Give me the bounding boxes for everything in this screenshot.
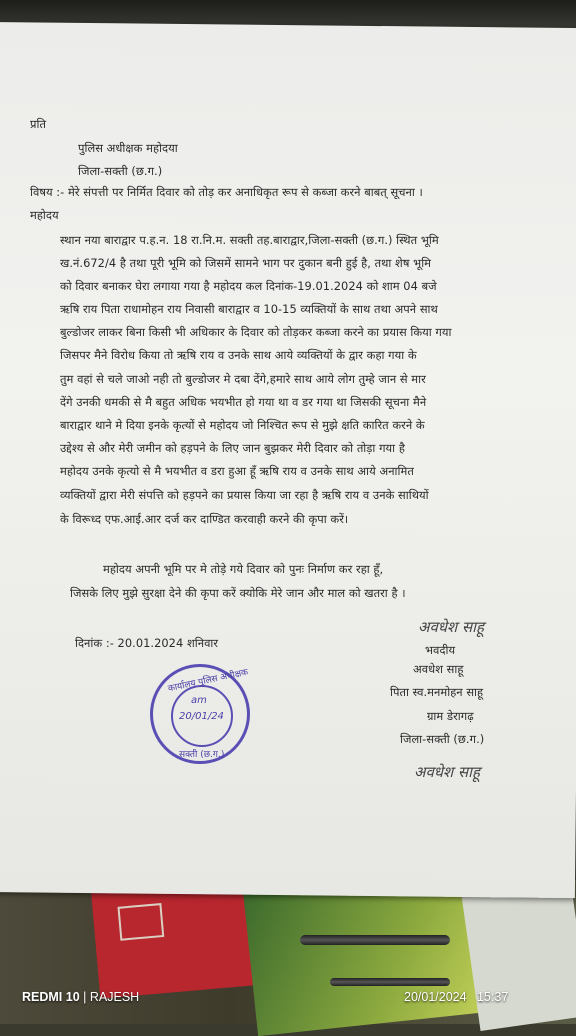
watermark-time: 15:37 <box>476 990 509 1004</box>
earphone-cable-2 <box>330 978 450 986</box>
subject-line: विषय :- मेरे संपत्ती पर निर्मित दिवार को तोड़ कर अनाधिकृत रूप से कब्जा करने बाबत् सूचना । <box>30 185 423 199</box>
recipient-line-1: पुलिस अधीक्षक महोदया <box>78 141 178 155</box>
watermark-owner: RAJESH <box>89 990 140 1004</box>
sign-off: भवदीय <box>425 643 456 657</box>
body-line: ऋषि राय पिता राधामोहन राय निवासी बाराद्वार व 10-15 व्यक्तियों के साथ तथा अपने साथ <box>60 302 438 316</box>
body-line: को दिवार बनाकर घेरा लगाया गया है महोदय कल दिनांक-19.01.2024 को शाम 04 बजे <box>60 279 437 293</box>
body-line: स्थान नया बाराद्वार प.ह.न. 18 रा.नि.म. सक्ती तह.बाराद्वार,जिला-सक्ती (छ.ग.) स्थित भूमि <box>60 233 439 247</box>
stamp-bottom-text: सक्ती (छ.ग.) <box>179 750 225 760</box>
signature-bottom: अवधेश साहू <box>414 763 480 781</box>
police-office-stamp <box>150 664 250 764</box>
salutation: महोदय <box>30 208 59 222</box>
body-line: महोदय उनके कृत्यो से मै भयभीत व डरा हुआ हूँ ऋषि राय व उनके साथ आये अनामित <box>60 464 414 478</box>
sender-village: ग्राम डेरागढ़ <box>427 709 474 723</box>
recipient-line-2: जिला-सक्ती (छ.ग.) <box>78 164 163 178</box>
body-line: ख.नं.672/4 है तथा पूरी भूमि को जिसमें सामने भाग पर दुकान बनी हुई है, तथा शेष भूमि <box>60 256 432 270</box>
watermark-device-owner <box>22 990 139 1004</box>
stamp-handwritten: am <box>191 695 207 706</box>
closing-line-1: महोदय अपनी भूमि पर मे तोड़े गये दिवार को पुनः निर्माण कर रहा हूँ, <box>103 562 384 576</box>
watermark-separator: | <box>83 990 87 1004</box>
sender-father: पिता स्व.मनमोहन साहू <box>390 685 484 699</box>
body-line: जिसपर मैने विरोध किया तो ऋषि राय व उनके साथ आये व्यक्तियों के द्वार कहा गया के <box>60 348 417 362</box>
stamp-top-text: कार्यालय पुलिस अधीक्षक <box>167 667 250 695</box>
closing-line-2: जिसके लिए मुझे सुरक्षा देने की कृपा करें क्योकि मेरे जान और माल को खतरा है । <box>70 586 406 600</box>
sender-name: अवधेश साहू <box>413 662 464 676</box>
body-line: व्यक्तियों द्वारा मेरी संपत्ति को हड़पने का प्रयास किया जा रहा है ऋषि राय व उनके साथियों <box>60 488 429 502</box>
sender-district: जिला-सक्ती (छ.ग.) <box>400 732 485 746</box>
signature-top: अवधेश साहू <box>418 618 484 636</box>
body-line: के विरूध्द एफ.आई.आर दर्ज कर दाण्डित करवाही करने की कृपा करें। <box>60 512 349 526</box>
body-line: बुल्डोजर लाकर बिना किसी भी अधिकार के दिवार को तोड़कर कब्जा करने का प्रयास किया गया <box>60 325 452 339</box>
earphone-cable <box>300 935 450 945</box>
body-line: बाराद्वार थाने मे दिया इनके कृत्यों से महोदय जो निश्चित रूप से मुझे क्षति कारित करने के <box>60 418 425 432</box>
body-line: तुम वहां से चले जाओ नही तो बुल्डोजर मे दबा देंगे,हमारे साथ आये लोग तुम्हे जान से मार <box>60 372 426 386</box>
watermark-device: REDMI 10 <box>22 990 80 1004</box>
date-line: दिनांक :- 20.01.2024 शनिवार <box>75 636 219 650</box>
prati-label: प्रति <box>30 117 47 131</box>
stamp-date: 20/01/24 <box>179 711 224 722</box>
body-line: देंगे उनकी धमकी से मै बहुत अधिक भयभीत हो गया था व डर गया था जिसकी सूचना मैने <box>60 395 427 409</box>
body-line: उद्देश्य से और मेरी जमीन को हड़पने के लिए जान बुझकर मेरी दिवार को तोड़ा गया है <box>60 441 405 455</box>
watermark-date: 20/01/2024 <box>404 990 467 1004</box>
watermark-datetime <box>404 990 508 1004</box>
